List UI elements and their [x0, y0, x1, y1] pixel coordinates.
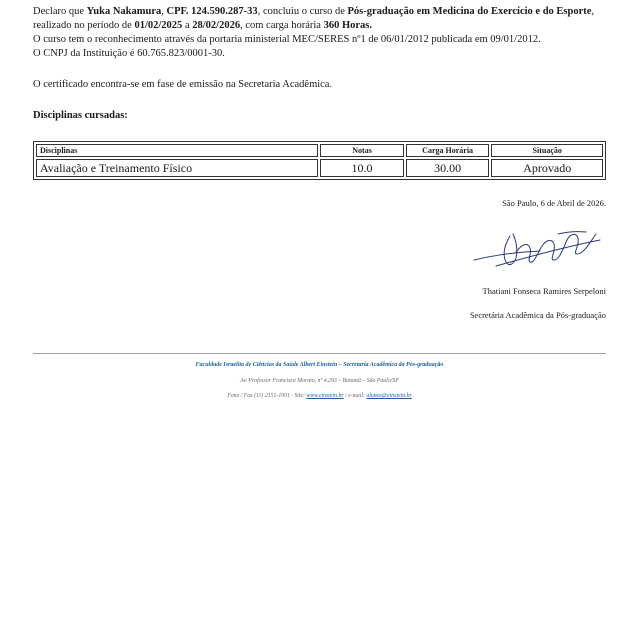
decl-text: a	[182, 20, 193, 31]
end-date: 28/02/2026	[192, 20, 241, 31]
col-header-disciplinas: Disciplinas	[36, 144, 318, 157]
course-name: Pós-graduação em Medicina do Exercício e do Esporte	[347, 6, 592, 17]
footer-address: Av. Professor Francisco Morato, nº 4.293 – Butantã – São Paulo/SP	[240, 378, 399, 384]
decl-text: , concluiu o curso de	[257, 6, 348, 17]
cell-nota: 10.0	[320, 159, 404, 177]
status-text: O certificado encontra-se em fase de emissão na Secretaria Acadêmica.	[33, 79, 333, 90]
section-title: Disciplinas cursadas:	[33, 110, 128, 121]
start-date: 01/02/2025	[134, 20, 183, 31]
footer-phone: Fone / Fax (11) 2151-1001 · Site:	[227, 393, 307, 399]
course-hours: 360 Horas.	[323, 20, 372, 31]
decl-text: ,	[161, 6, 167, 17]
footer-email-label: / e-mail:	[343, 393, 367, 399]
declaration-line-2	[33, 19, 372, 33]
cell-carga: 30.00	[406, 159, 490, 177]
footer-email-link[interactable]: alunos@einstein.br	[366, 393, 412, 399]
footer-institution: Faculdade Israelita de Ciências da Saúde Albert Einstein – Secretaria Acadêmica da Pós-graduação	[195, 362, 444, 368]
decl-text: ,	[591, 6, 595, 17]
col-header-carga: Carga Horária	[406, 144, 490, 157]
recognition-line: O curso tem o reconhecimento através da portaria ministerial MEC/SERES nº1 de 06/01/2012 publicada em 09/01/2012.	[33, 34, 541, 45]
table-header-row	[36, 144, 603, 157]
col-header-notas: Notas	[320, 144, 404, 157]
student-name: Yuka Nakamura	[86, 6, 162, 17]
student-cpf: CPF. 124.590.287-33	[166, 6, 258, 17]
cell-disciplina: Avaliação e Treinamento Físico	[36, 159, 318, 177]
footer-contact	[33, 393, 606, 399]
cell-situacao: Aprovado	[491, 159, 603, 177]
footer-divider	[33, 353, 606, 354]
date-line: São Paulo, 6 de Abril de 2026.	[502, 198, 606, 208]
handwritten-signature	[470, 222, 606, 272]
decl-text: , com carga horária	[240, 20, 324, 31]
disciplines-table	[33, 141, 606, 180]
declaration-line-1	[33, 5, 594, 19]
decl-text: realizado no período de	[33, 20, 135, 31]
signer-role: Secretária Acadêmica da Pós-graduação	[469, 310, 606, 320]
table-row	[36, 159, 603, 177]
footer-site-link[interactable]: www.einstein.br	[306, 393, 344, 399]
col-header-situacao: Situação	[491, 144, 603, 157]
signer-name: Thatiani Fonseca Ramires Serpeloni	[482, 286, 606, 296]
decl-text: Declaro que	[33, 6, 87, 17]
cnpj-line: O CNPJ da Instituição é 60.765.823/0001-30.	[33, 48, 225, 59]
